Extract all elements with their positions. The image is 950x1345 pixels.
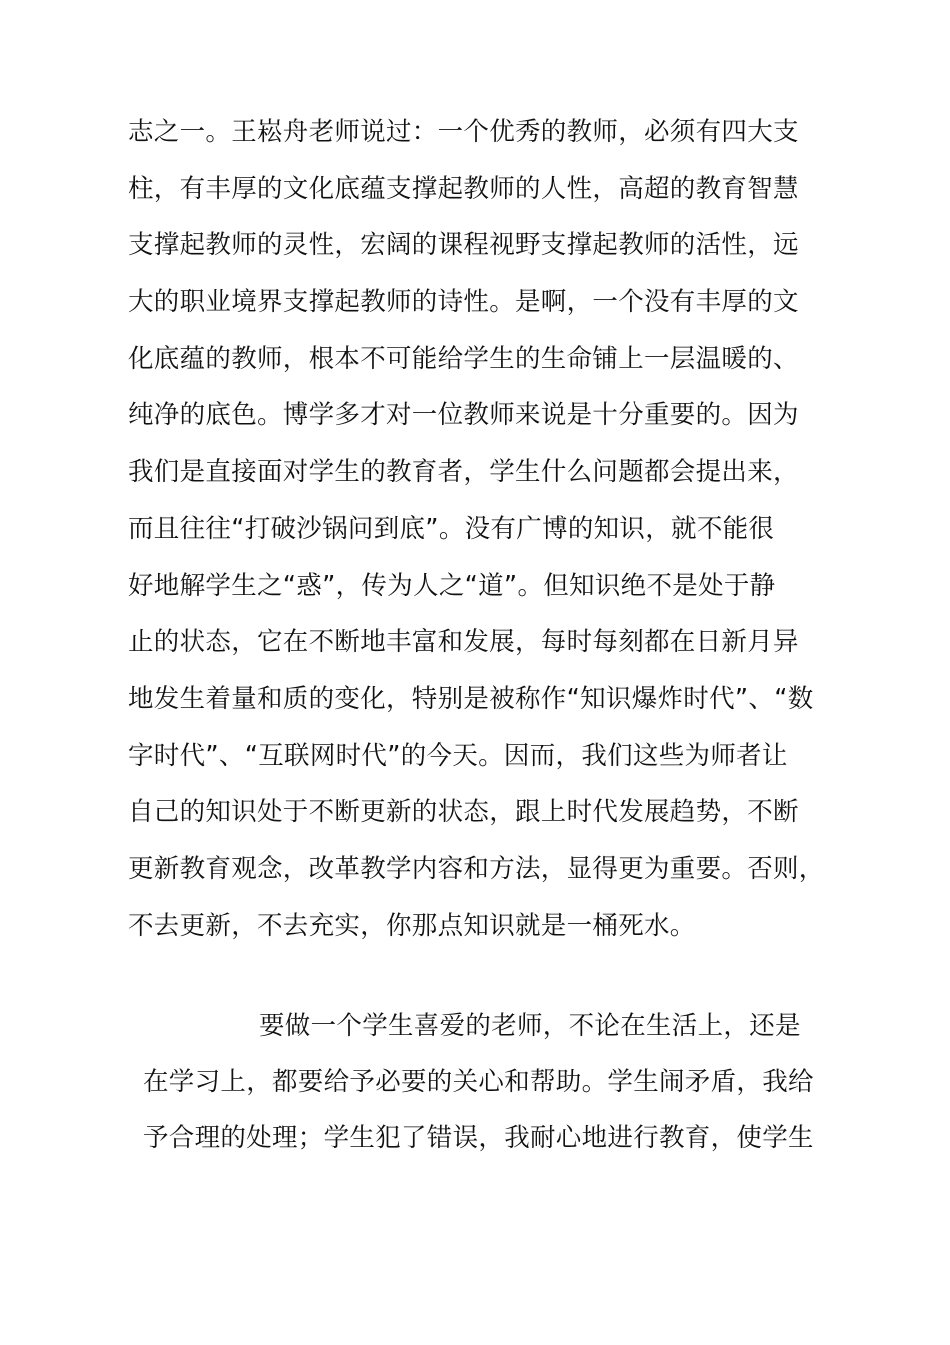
text-line: 化底蕴的教师，根本不可能给学生的生命铺上一层温暖的、 xyxy=(128,343,799,374)
text-line: 我们是直接面对学生的教育者，学生什么问题都会提出来， xyxy=(128,457,799,488)
text-line: 志之一。王崧舟老师说过：一个优秀的教师，必须有四大支 xyxy=(128,117,799,147)
paragraph-2 xyxy=(143,998,843,1166)
text-line: 止的状态，它在不断地丰富和发展，每时每刻都在日新月异 xyxy=(128,627,799,658)
text-line: 而且往往“打破沙锅问到底”。没有广博的知识，就不能很 xyxy=(128,513,775,544)
text-line: 好地解学生之“惑”，传为人之“道”。但知识绝不是处于静 xyxy=(128,570,776,601)
text-line: 纯净的底色。博学多才对一位教师来说是十分重要的。因为 xyxy=(128,400,799,431)
text-line: 要做一个学生喜爱的老师，不论在生活上，还是 xyxy=(259,1011,801,1041)
paragraph-1 xyxy=(128,104,828,954)
text-line: 支撑起教师的灵性，宏阔的课程视野支撑起教师的活性，远 xyxy=(128,230,799,261)
text-line: 更新教育观念，改革教学内容和方法，显得更为重要。否则， xyxy=(128,853,825,884)
text-line: 大的职业境界支撑起教师的诗性。是啊，一个没有丰厚的文 xyxy=(128,287,799,318)
text-line: 地发生着量和质的变化，特别是被称作“知识爆炸时代”、“数 xyxy=(128,683,814,714)
text-line: 予合理的处理；学生犯了错误，我耐心地进行教育，使学生 xyxy=(143,1123,814,1153)
text-line: 自己的知识处于不断更新的状态，跟上时代发展趋势，不断 xyxy=(128,797,799,828)
text-line: 不去更新，不去充实，你那点知识就是一桶死水。 xyxy=(128,910,696,941)
text-line: 字时代”、“互联网时代”的今天。因而，我们这些为师者让 xyxy=(128,740,788,771)
text-line: 在学习上，都要给予必要的关心和帮助。学生闹矛盾，我给 xyxy=(143,1067,814,1097)
text-line: 柱，有丰厚的文化底蕴支撑起教师的人性，高超的教育智慧 xyxy=(128,173,799,204)
